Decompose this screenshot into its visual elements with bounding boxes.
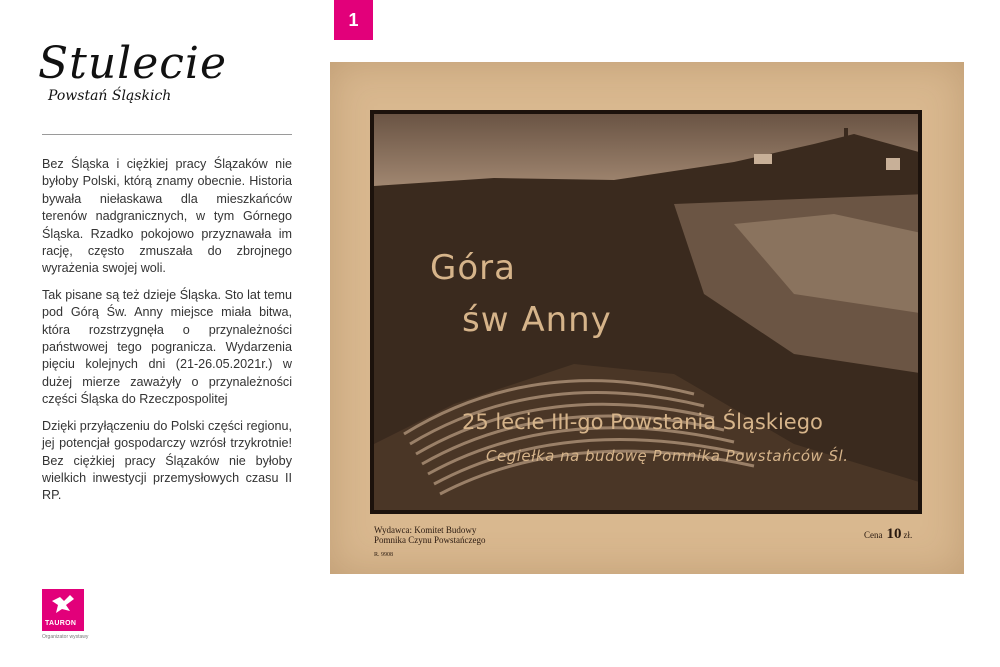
- divider: [42, 134, 292, 135]
- logo-title: Stulecie: [38, 38, 228, 89]
- publisher-line: Pomnika Czynu Powstańczego: [374, 535, 486, 545]
- tauron-name: TAURON: [45, 620, 77, 627]
- logo-subtitle: Powstań Śląskich: [48, 88, 172, 104]
- poster-publisher: [374, 525, 486, 545]
- paragraph: Bez Śląska i ciężkiej pracy Ślązaków nie byłoby Polski, którą znamy obecnie. Historia bywała niełaskawa dla mieszkańców terenów nadgranicznych, w tym Górnego Śląska. Rzadko pokojowo przyznawała im rację, często zmuszała do zbrojnego wyrażenia swojej woli.: [42, 157, 292, 276]
- article-text: [42, 156, 292, 514]
- poster-subtitle: 25 lecie III-go Powstania Śląskiego: [462, 410, 823, 434]
- paragraph: Tak pisane są też dzieje Śląska. Sto lat temu pod Górą Św. Anny miejsce miała bitwa, która rozstrzygnęła o przynależności państwowej tego pogranicza. Wydarzenia pięciu kolejnych dni (21-26.05.2021r.) w dużej mierze zaważyły o przynależności części Śląska do Rzeczpospolitej: [42, 287, 292, 407]
- poster-price: [864, 526, 912, 543]
- poster-title-line2: św Anny: [462, 300, 612, 340]
- sponsor-caption: Organizator wystawy: [42, 634, 89, 640]
- poster-title-line1: Góra: [430, 248, 516, 288]
- exhibition-logo: [38, 38, 228, 118]
- poster-photo: [370, 110, 922, 514]
- poster-reference: R. 9908: [374, 552, 394, 558]
- poster-caption: Cegiełka na budowę Pomnika Powstańców Śl.: [486, 447, 849, 465]
- tauron-logo: [42, 589, 88, 640]
- price-unit: zł.: [903, 530, 913, 540]
- price-value: 10: [886, 526, 902, 542]
- price-label: Cena: [864, 530, 883, 540]
- page-number-badge: 1: [334, 0, 373, 40]
- tauron-mark: [42, 589, 84, 631]
- paragraph: Dzięki przyłączeniu do Polski części regionu, jej potencjał gospodarczy wzrósł trzykrotnie! Bez ciężkiej pracy Ślązaków nie byłoby wielkich inwestycji przemysłowych czasu II RP.: [42, 418, 292, 503]
- historical-poster: [330, 62, 964, 574]
- publisher-line: Wydawca: Komitet Budowy: [374, 525, 477, 535]
- tauron-bull-icon: [50, 593, 76, 617]
